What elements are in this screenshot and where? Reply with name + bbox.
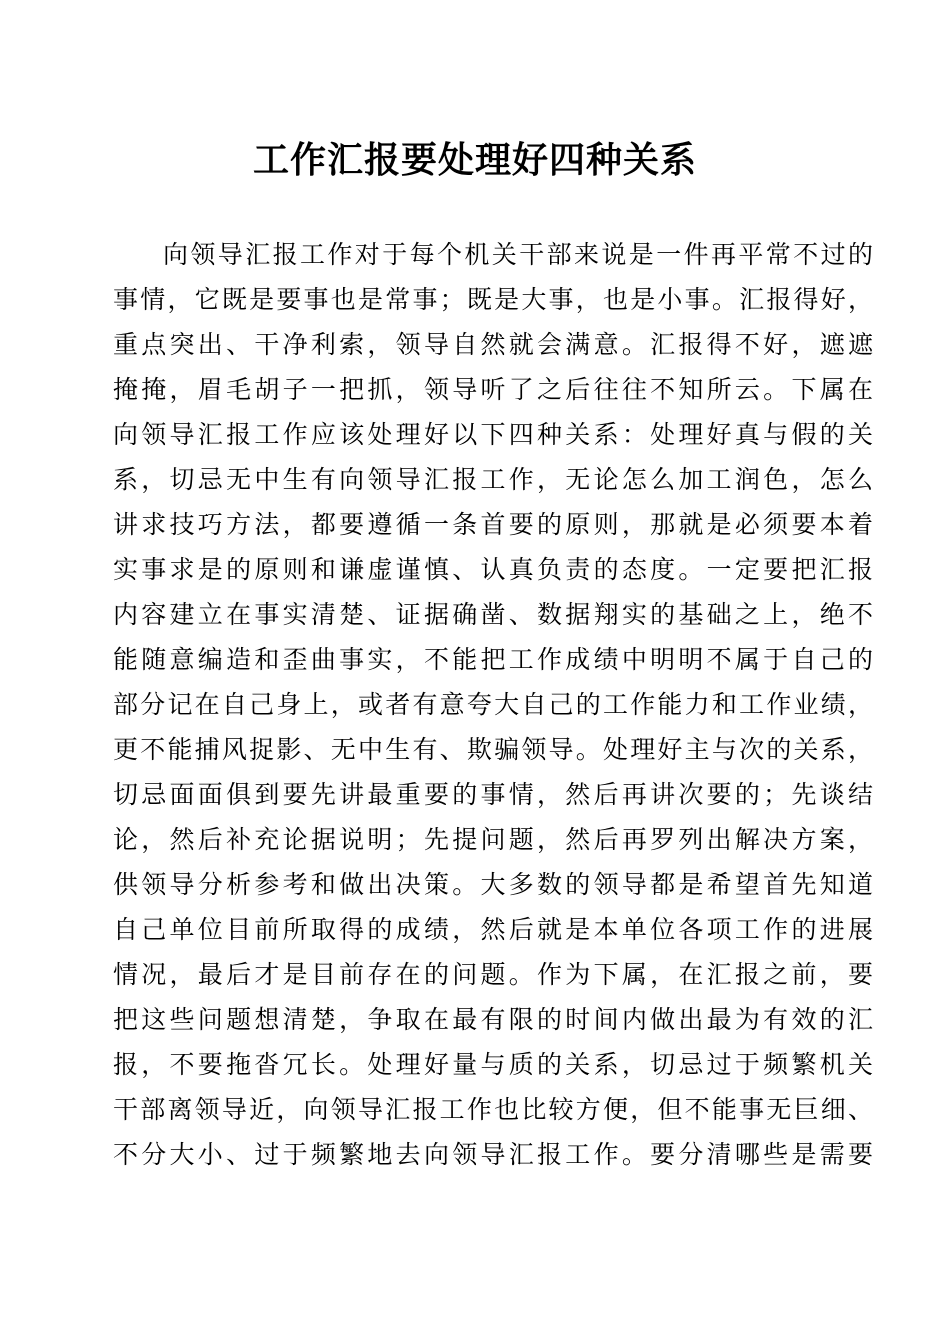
paragraph-line: 把这些问题想清楚，争取在最有限的时间内做出最为有效的汇	[113, 1007, 873, 1034]
paragraph-line: 事情，它既是要事也是常事；既是大事，也是小事。汇报得好，	[113, 287, 873, 314]
paragraph-line: 干部离领导近，向领导汇报工作也比较方便，但不能事无巨细、	[113, 1097, 873, 1124]
paragraph-line: 内容建立在事实清楚、证据确凿、数据翔实的基础之上，绝不	[113, 602, 873, 629]
document-body-paragraph	[113, 233, 873, 1178]
paragraph-line: 讲求技巧方法，都要遵循一条首要的原则，那就是必须要本着	[113, 512, 873, 539]
paragraph-line: 重点突出、干净利索，领导自然就会满意。汇报得不好，遮遮	[113, 332, 873, 359]
paragraph-line: 供领导分析参考和做出决策。大多数的领导都是希望首先知道	[113, 872, 873, 899]
paragraph-line: 切忌面面俱到要先讲最重要的事情，然后再讲次要的；先谈结	[113, 782, 873, 809]
paragraph-line: 系，切忌无中生有向领导汇报工作，无论怎么加工润色，怎么	[113, 467, 873, 494]
paragraph-line: 实事求是的原则和谦虚谨慎、认真负责的态度。一定要把汇报	[113, 557, 873, 584]
paragraph-line: 能随意编造和歪曲事实，不能把工作成绩中明明不属于自己的	[113, 647, 873, 674]
paragraph-line: 向领导汇报工作应该处理好以下四种关系：处理好真与假的关	[113, 422, 873, 449]
paragraph-line: 部分记在自己身上，或者有意夸大自己的工作能力和工作业绩，	[113, 692, 873, 719]
paragraph-line: 情况，最后才是目前存在的问题。作为下属，在汇报之前，要	[113, 962, 873, 989]
paragraph-line: 论，然后补充论据说明；先提问题，然后再罗列出解决方案，	[113, 827, 873, 854]
paragraph-line: 更不能捕风捉影、无中生有、欺骗领导。处理好主与次的关系，	[113, 737, 873, 764]
document-title: 工作汇报要处理好四种关系	[252, 140, 697, 180]
paragraph-line: 向领导汇报工作对于每个机关干部来说是一件再平常不过的	[163, 242, 873, 269]
paragraph-line: 不分大小、过于频繁地去向领导汇报工作。要分清哪些是需要	[113, 1142, 873, 1169]
paragraph-line: 自己单位目前所取得的成绩，然后就是本单位各项工作的进展	[113, 917, 873, 944]
paragraph-line: 报，不要拖沓冗长。处理好量与质的关系，切忌过于频繁机关	[113, 1052, 873, 1079]
paragraph-line: 掩掩，眉毛胡子一把抓，领导听了之后往往不知所云。下属在	[113, 377, 873, 404]
